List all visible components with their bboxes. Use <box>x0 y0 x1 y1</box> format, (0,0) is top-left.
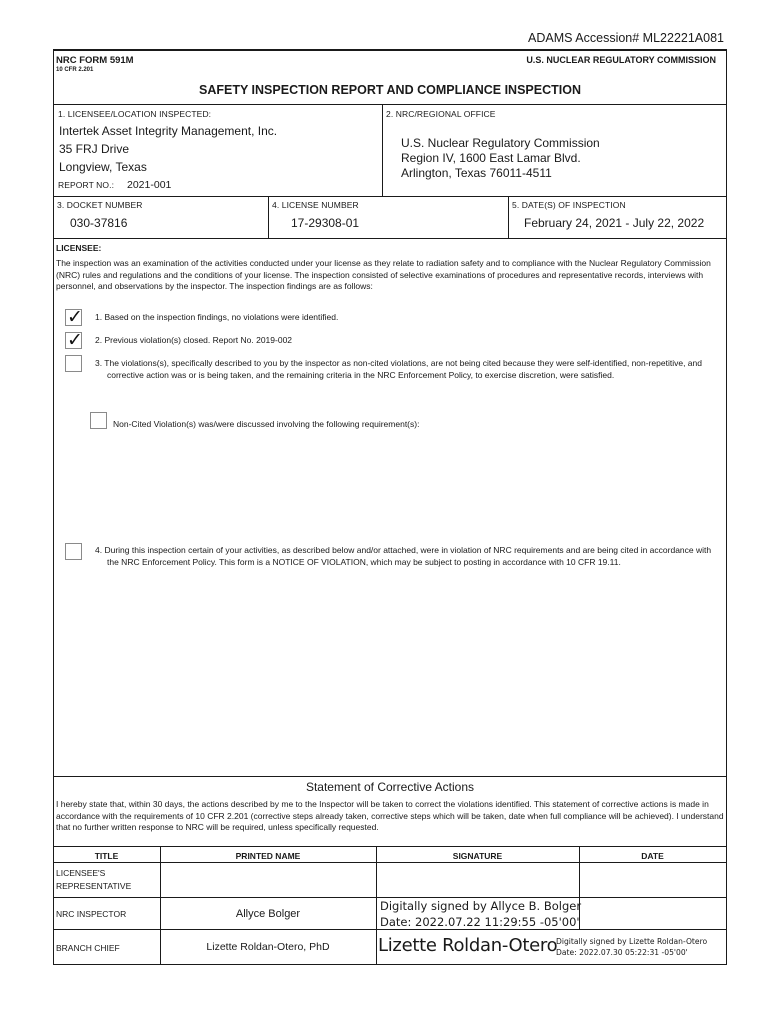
row-3-digital-signature-line-2: Date: 2022.07.30 05:22:31 -05'00' <box>556 948 688 957</box>
form-number: NRC FORM 591M <box>56 55 134 66</box>
licensee-address-1: 35 FRJ Drive <box>59 142 130 156</box>
sig-table-header-line <box>53 862 727 863</box>
form-right-border <box>726 49 727 847</box>
licensee-label: 1. LICENSEE/LOCATION INSPECTED: <box>58 109 212 119</box>
finding-3-text: 3. The violations(s), specifically described to you by the inspector as non-cited violations, are not being cited because they were self-identified, non-repetitive, and corrective action was or is being taken, and the remaining criteria in the NRC Enforcement Policy, to exercise discretion, were satisfied. <box>95 358 702 380</box>
sig-table-left <box>53 846 54 965</box>
docket-value: 030-37816 <box>70 216 128 230</box>
inspection-dates-value: February 24, 2021 - July 22, 2022 <box>524 216 705 230</box>
regional-office-line-2: Region IV, 1600 East Lamar Blvd. <box>401 151 581 165</box>
docket-label: 3. DOCKET NUMBER <box>57 200 143 210</box>
row-3-signature-name: Lizette Roldan-Otero <box>378 935 558 956</box>
divider-license-dates <box>508 196 509 239</box>
row-2-digital-signature-line-1: Digitally signed by Allyce B. Bolger <box>380 899 582 913</box>
licensee-name: Intertek Asset Integrity Management, Inc. <box>59 124 278 138</box>
sig-table-row-2-line <box>53 929 727 930</box>
finding-2-text: 2. Previous violation(s) closed. Report No. 2019-002 <box>95 335 293 345</box>
sig-table-bottom <box>53 964 727 965</box>
statement-text: I hereby state that, within 30 days, the actions described by me to the Inspector will be taken to correct the violations identified. This statement of corrective actions is made in accordance with the requirements of 10 CFR 2.201 (corrective steps already taken, corrective steps which will be taken, date when full compliance will be achieved). I understand that no further written response to NRC will be required, unless specifically requested. <box>56 799 724 832</box>
regional-office-label: 2. NRC/REGIONAL OFFICE <box>386 109 496 119</box>
adams-accession: ADAMS Accession# ML22221A081 <box>528 31 724 45</box>
header-title: TITLE <box>94 851 119 861</box>
row-3-digital-signature-line-1: Digitally signed by Lizette Roldan-Otero <box>556 937 708 946</box>
finding-3-checkbox[interactable] <box>65 355 82 372</box>
sig-table-right <box>726 846 727 965</box>
finding-1-text: 1. Based on the inspection findings, no violations were identified. <box>95 312 339 322</box>
form-title: SAFETY INSPECTION REPORT AND COMPLIANCE INSPECTION <box>199 83 581 97</box>
cfr-reference: 10 CFR 2.201 <box>56 67 94 73</box>
header-date: DATE <box>641 851 664 861</box>
checkmark-icon: ✓ <box>67 306 83 328</box>
header-printed-name: PRINTED NAME <box>235 851 301 861</box>
sig-table-row-1-line <box>53 897 727 898</box>
finding-1-checkbox[interactable] <box>65 306 83 328</box>
row-2-digital-signature-line-2: Date: 2022.07.22 11:29:55 -05'00' <box>380 915 580 929</box>
regional-office-line-3: Arlington, Texas 76011-4511 <box>401 166 552 180</box>
divider-row-2 <box>53 238 727 239</box>
license-label: 4. LICENSE NUMBER <box>272 200 359 210</box>
title-divider <box>53 104 727 105</box>
regional-office-line-1: U.S. Nuclear Regulatory Commission <box>401 136 600 150</box>
agency-name: U.S. NUCLEAR REGULATORY COMMISSION <box>526 55 716 65</box>
inspection-intro: The inspection was an examination of the activities conducted under your license as they relate to radiation safety and to compliance with the Nuclear Regulatory Commission (NRC) rules and regulations and the conditions of your license. The inspection consisted of selective examinations of procedures and representative records, interviews with personnel, and observations by the inspector. The inspection findings are as follows: <box>56 258 711 291</box>
form-top-border <box>53 49 727 51</box>
row-2-title: NRC INSPECTOR <box>56 909 127 919</box>
inspection-dates-label: 5. DATE(S) OF INSPECTION <box>512 200 626 210</box>
row-3-title: BRANCH CHIEF <box>56 943 120 953</box>
divider-statement <box>53 776 727 777</box>
licensee-address-2: Longview, Texas <box>59 160 147 174</box>
sig-table-top <box>53 846 727 847</box>
divider-row-1 <box>53 196 727 197</box>
finding-4-checkbox[interactable] <box>65 543 82 560</box>
divider-licensee-office <box>382 104 383 197</box>
finding-4-text: 4. During this inspection certain of your activities, as described below and/or attached, were in violation of NRC requirements and are being cited in accordance with the NRC Enforcement Policy. This form is a NOTICE OF VIOLATION, which may be subject to posting in accordance with 10 CFR 19.11. <box>95 545 712 567</box>
sig-table-col-2 <box>376 846 377 965</box>
row-2-printed-name: Allyce Bolger <box>235 908 301 920</box>
ncv-checkbox[interactable] <box>90 412 107 429</box>
ncv-text: Non-Cited Violation(s) was/were discussed involving the following requirement(s): <box>113 419 420 429</box>
license-value: 17-29308-01 <box>291 216 360 230</box>
header-signature: SIGNATURE <box>452 851 503 861</box>
report-no-value: 2021-001 <box>127 179 172 191</box>
checkmark-icon: ✓ <box>67 329 83 351</box>
row-1-title-line-1: LICENSEE'S <box>56 868 106 878</box>
finding-2-checkbox[interactable] <box>65 329 83 351</box>
divider-docket-license <box>268 196 269 239</box>
form-left-border <box>53 49 54 847</box>
statement-heading: Statement of Corrective Actions <box>305 780 475 794</box>
licensee-heading: LICENSEE: <box>56 243 102 253</box>
row-3-printed-name: Lizette Roldan-Otero, PhD <box>206 941 330 953</box>
report-no-label: REPORT NO.: <box>58 180 115 190</box>
row-1-title-line-2: REPRESENTATIVE <box>56 881 132 891</box>
